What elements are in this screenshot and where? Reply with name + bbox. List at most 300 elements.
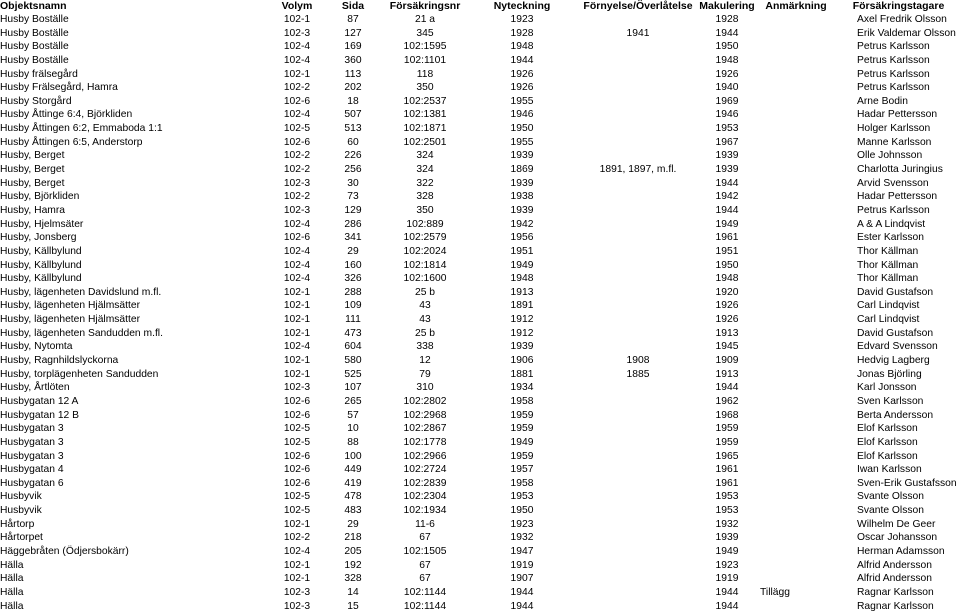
cell-forsakringsnr: 11-6 [415,518,435,530]
cell-sida: 256 [344,164,362,176]
cell-nyteckning: 1959 [510,409,534,421]
cell-forsakringsnr: 345 [416,27,434,39]
cell-fornyelse: 1885 [626,368,650,380]
cell-volym: 102-1 [283,327,311,339]
cell-forsakringsnr: 324 [416,164,434,176]
cell-volym: 102-5 [283,491,311,503]
table-row [0,231,959,245]
header-row [0,0,959,13]
cell-volym: 102-1 [283,300,311,312]
cell-volym: 102-4 [283,245,311,257]
cell-makulering: 1913 [715,327,739,339]
table-row [0,218,959,232]
cell-forsakringstagare: Oscar Johansson [857,532,938,544]
cell-nyteckning: 1919 [510,559,534,571]
cell-objektsnamn: Husby Boställe [0,14,69,25]
cell-makulering: 1961 [715,477,739,489]
cell-sida: 449 [344,464,362,476]
cell-nyteckning: 1944 [510,54,534,66]
table-row [0,572,959,586]
cell-makulering: 1928 [715,14,739,25]
cell-objektsnamn: Husbygatan 3 [0,423,64,435]
cell-sida: 129 [344,204,362,216]
table-row [0,436,959,450]
cell-nyteckning: 1939 [510,204,534,216]
cell-volym: 102-6 [283,232,311,244]
table-row [0,586,959,600]
cell-forsakringstagare: Manne Karlsson [857,136,932,148]
cell-objektsnamn: Hårtorp [0,518,35,530]
cell-volym: 102-2 [283,191,311,203]
cell-forsakringstagare: Erik Valdemar Olsson [857,27,956,39]
cell-sida: 478 [344,491,362,503]
table-row [0,68,959,82]
table-row [0,395,959,409]
cell-forsakringstagare: David Gustafson [857,327,934,339]
cell-sida: 29 [347,518,359,530]
cell-forsakringsnr: 12 [419,355,431,367]
cell-makulering: 1961 [715,464,739,476]
header-objektsnamn: Objektsnamn [0,0,67,12]
table-row [0,40,959,54]
cell-forsakringsnr: 102:2501 [403,136,447,148]
cell-makulering: 1944 [715,600,739,612]
cell-volym: 102-2 [283,532,311,544]
cell-forsakringstagare: Iwan Karlsson [857,464,922,476]
cell-sida: 604 [344,341,362,353]
cell-sida: 111 [345,314,361,326]
cell-forsakringsnr: 67 [419,573,431,585]
table-row [0,504,959,518]
table-row [0,190,959,204]
cell-nyteckning: 1938 [510,191,534,203]
cell-objektsnamn: Husby, Berget [0,150,65,162]
cell-nyteckning: 1958 [510,477,534,489]
cell-volym: 102-4 [283,341,311,353]
table-row [0,313,959,327]
cell-forsakringstagare: Svante Olsson [857,505,924,517]
cell-forsakringsnr: 102:1778 [403,436,447,448]
cell-forsakringsnr: 350 [416,204,434,216]
cell-makulering: 1949 [715,545,739,557]
cell-sida: 18 [347,95,359,107]
cell-objektsnamn: Husbygatan 6 [0,477,64,489]
cell-objektsnamn: Husby Boställe [0,41,69,53]
cell-forsakringsnr: 102:1144 [403,600,447,612]
cell-objektsnamn: Husby Boställe [0,54,69,66]
cell-nyteckning: 1948 [510,273,534,285]
table-row [0,518,959,532]
table-row [0,422,959,436]
cell-forsakringsnr: 67 [419,559,431,571]
table-row [0,299,959,313]
cell-makulering: 1942 [715,191,739,203]
cell-objektsnamn: Husby Åttingen 6:5, Anderstorp [0,136,143,148]
cell-forsakringstagare: Thor Källman [857,245,919,257]
table-row [0,13,959,27]
cell-volym: 102-1 [283,368,311,380]
table-row [0,409,959,423]
cell-forsakringstagare: Carl Lindqvist [857,314,920,326]
cell-objektsnamn: Husby, Hjelmsäter [0,218,84,230]
cell-sida: 226 [344,150,362,162]
cell-nyteckning: 1906 [510,355,534,367]
header-makulering: Makulering [699,0,755,12]
cell-forsakringstagare: David Gustafson [857,286,934,298]
cell-volym: 102-3 [283,177,311,189]
cell-volym: 102-5 [283,423,311,435]
cell-forsakringsnr: 118 [416,68,434,80]
cell-nyteckning: 1944 [510,600,534,612]
cell-sida: 205 [344,545,362,557]
cell-sida: 507 [344,109,362,121]
cell-volym: 102-5 [283,123,311,135]
cell-forsakringsnr: 102:1814 [403,259,447,271]
cell-makulering: 1919 [715,573,739,585]
cell-volym: 102-2 [283,82,311,94]
table-row [0,177,959,191]
cell-volym: 102-2 [283,150,311,162]
cell-forsakringstagare: Karl Jonsson [857,382,917,394]
cell-forsakringsnr: 102:1505 [403,545,447,557]
cell-forsakringstagare: Petrus Karlsson [857,204,930,216]
cell-nyteckning: 1955 [510,95,534,107]
header-sida: Sida [341,0,365,12]
cell-makulering: 1913 [715,368,739,380]
cell-volym: 102-1 [283,573,311,585]
cell-forsakringstagare: Alfrid Andersson [857,559,932,571]
cell-nyteckning: 1912 [510,314,534,326]
cell-forsakringstagare: Svante Olsson [857,491,924,503]
cell-forsakringsnr: 102:1144 [403,586,447,598]
cell-objektsnamn: Husbygatan 12 B [0,409,79,421]
cell-forsakringsnr: 67 [419,532,431,544]
cell-forsakringsnr: 102:1600 [403,273,447,285]
cell-forsakringstagare: Ester Karlsson [857,232,924,244]
cell-nyteckning: 1959 [510,450,534,462]
cell-forsakringsnr: 102:2966 [403,450,447,462]
cell-volym: 102-4 [283,109,311,121]
cell-makulering: 1926 [715,300,739,312]
cell-forsakringstagare: Charlotta Juringius [857,164,943,176]
cell-nyteckning: 1957 [510,464,534,476]
cell-objektsnamn: Hälla [0,600,24,612]
cell-forsakringsnr: 338 [416,341,434,353]
table-row [0,245,959,259]
cell-forsakringsnr: 102:1101 [403,54,447,66]
table-body [0,13,959,613]
table-row [0,559,959,573]
cell-objektsnamn: Husby, Hamra [0,204,66,216]
cell-nyteckning: 1939 [510,177,534,189]
cell-objektsnamn: Husbyvik [0,491,42,503]
cell-sida: 100 [344,450,362,462]
cell-objektsnamn: Husby, Källbylund [0,273,82,285]
cell-forsakringsnr: 25 b [414,286,436,298]
cell-forsakringstagare: Berta Andersson [857,409,934,421]
cell-forsakringsnr: 102:1595 [403,41,447,53]
cell-forsakringsnr: 102:1381 [403,109,447,121]
cell-sida: 88 [347,436,359,448]
cell-makulering: 1961 [715,232,739,244]
cell-forsakringstagare: Elof Karlsson [857,450,918,462]
cell-makulering: 1969 [715,95,739,107]
cell-forsakringstagare: Carl Lindqvist [857,300,920,312]
cell-nyteckning: 1953 [510,491,534,503]
cell-volym: 102-4 [283,41,311,53]
cell-nyteckning: 1939 [510,150,534,162]
cell-objektsnamn: Husby, Berget [0,177,65,189]
cell-volym: 102-6 [283,450,311,462]
cell-volym: 102-1 [283,355,311,367]
cell-forsakringsnr: 102:2304 [403,491,447,503]
cell-makulering: 1948 [715,273,739,285]
table-row [0,136,959,150]
cell-volym: 102-4 [283,545,311,557]
cell-volym: 102-1 [283,286,311,298]
cell-forsakringstagare: Petrus Karlsson [857,82,930,94]
table-row [0,327,959,341]
table-row [0,354,959,368]
header-forsakringstagare: Försäkringstagare [852,0,945,12]
cell-volym: 102-1 [283,518,311,530]
cell-makulering: 1926 [715,68,739,80]
cell-forsakringstagare: Ragnar Karlsson [857,600,934,612]
cell-makulering: 1959 [715,423,739,435]
cell-makulering: 1945 [715,341,739,353]
cell-makulering: 1950 [715,41,739,53]
cell-objektsnamn: Husby, lägenheten Hjälmsätter [0,300,141,312]
cell-nyteckning: 1950 [510,123,534,135]
cell-sida: 525 [344,368,362,380]
cell-forsakringsnr: 102:1871 [403,123,447,135]
cell-makulering: 1944 [715,586,739,598]
cell-forsakringsnr: 21 a [414,14,436,25]
cell-volym: 102-1 [283,14,311,25]
cell-volym: 102-3 [283,204,311,216]
cell-forsakringstagare: Jonas Björling [857,368,922,380]
cell-forsakringstagare: Hadar Pettersson [857,191,938,203]
cell-objektsnamn: Husby Åttinge 6:4, Björkliden [0,109,133,121]
cell-objektsnamn: Husbygatan 4 [0,464,64,476]
cell-objektsnamn: Häggebråten (Ödjersbokärr) [0,545,129,557]
cell-sida: 341 [344,232,362,244]
cell-forsakringstagare: Axel Fredrik Olsson [857,14,947,25]
cell-makulering: 1953 [715,491,739,503]
header-forsakringsnr: Försäkringsnr [389,0,461,12]
cell-objektsnamn: Husby Frälsegård, Hamra [0,82,118,94]
cell-objektsnamn: Hälla [0,573,24,585]
cell-makulering: 1939 [715,164,739,176]
cell-volym: 102-5 [283,436,311,448]
cell-forsakringsnr: 102:2802 [403,395,447,407]
cell-nyteckning: 1956 [510,232,534,244]
cell-sida: 265 [344,395,362,407]
cell-nyteckning: 1869 [510,164,534,176]
cell-nyteckning: 1949 [510,259,534,271]
cell-sida: 473 [344,327,362,339]
cell-forsakringsnr: 102:2968 [403,409,447,421]
cell-nyteckning: 1932 [510,532,534,544]
cell-sida: 14 [347,586,359,598]
cell-makulering: 1948 [715,54,739,66]
cell-forsakringstagare: Arvid Svensson [857,177,929,189]
cell-makulering: 1939 [715,532,739,544]
cell-objektsnamn: Husby Åttingen 6:2, Emmaboda 1:1 [0,123,163,135]
cell-nyteckning: 1881 [510,368,534,380]
cell-objektsnamn: Husby, Årtlöten [0,382,70,394]
cell-sida: 483 [344,505,362,517]
cell-forsakringstagare: Hadar Pettersson [857,109,938,121]
cell-objektsnamn: Hälla [0,559,24,571]
table-row [0,545,959,559]
cell-sida: 513 [344,123,362,135]
cell-objektsnamn: Hälla [0,586,24,598]
cell-sida: 87 [347,14,359,25]
table-row [0,340,959,354]
cell-forsakringsnr: 328 [416,191,434,203]
cell-makulering: 1959 [715,436,739,448]
cell-forsakringstagare: Thor Källman [857,259,919,271]
cell-makulering: 1909 [715,355,739,367]
cell-sida: 192 [344,559,362,571]
cell-nyteckning: 1955 [510,136,534,148]
cell-forsakringsnr: 102:2724 [403,464,447,476]
cell-forsakringstagare: Elof Karlsson [857,436,918,448]
cell-forsakringsnr: 350 [416,82,434,94]
cell-forsakringstagare: Petrus Karlsson [857,68,930,80]
cell-volym: 102-1 [283,68,311,80]
cell-objektsnamn: Husby, Björkliden [0,191,80,203]
cell-objektsnamn: Husby, Nytomta [0,341,73,353]
cell-makulering: 1949 [715,218,739,230]
cell-fornyelse: 1891, 1897, m.fl. [599,164,677,176]
cell-volym: 102-6 [283,409,311,421]
header-anmarkning: Anmärkning [765,0,827,12]
cell-sida: 107 [344,382,362,394]
cell-forsakringsnr: 102:2867 [403,423,447,435]
cell-makulering: 1944 [715,177,739,189]
cell-objektsnamn: Husby, torplägenheten Sandudden [0,368,159,380]
cell-nyteckning: 1891 [510,300,534,312]
cell-objektsnamn: Husbyvik [0,505,42,517]
cell-objektsnamn: Husbygatan 12 A [0,395,79,407]
cell-nyteckning: 1958 [510,395,534,407]
cell-sida: 109 [344,300,362,312]
cell-forsakringsnr: 102:2579 [403,232,447,244]
cell-objektsnamn: Husbygatan 3 [0,436,64,448]
cell-sida: 580 [344,355,362,367]
cell-volym: 102-6 [283,136,311,148]
cell-makulering: 1962 [715,395,739,407]
table-row [0,450,959,464]
table-row [0,108,959,122]
cell-volym: 102-6 [283,95,311,107]
cell-sida: 29 [347,245,359,257]
cell-forsakringstagare: Thor Källman [857,273,919,285]
cell-nyteckning: 1951 [510,245,534,257]
cell-forsakringsnr: 43 [419,300,431,312]
cell-nyteckning: 1948 [510,41,534,53]
cell-volym: 102-1 [283,314,311,326]
cell-forsakringstagare: A & A Lindqvist [857,218,926,230]
cell-sida: 169 [344,41,362,53]
cell-forsakringsnr: 79 [419,368,431,380]
cell-volym: 102-4 [283,218,311,230]
table-row [0,368,959,382]
cell-forsakringstagare: Wilhelm De Geer [857,518,936,530]
cell-sida: 10 [347,423,359,435]
cell-makulering: 1926 [715,314,739,326]
cell-nyteckning: 1949 [510,436,534,448]
table-row [0,381,959,395]
cell-objektsnamn: Husby, Ragnhildslyckorna [0,355,119,367]
cell-nyteckning: 1942 [510,218,534,230]
cell-sida: 328 [344,573,362,585]
cell-volym: 102-4 [283,259,311,271]
table-row [0,286,959,300]
cell-nyteckning: 1944 [510,586,534,598]
cell-forsakringstagare: Edvard Svensson [857,341,938,353]
cell-objektsnamn: Husby, Jonsberg [0,232,77,244]
cell-forsakringsnr: 322 [416,177,434,189]
cell-makulering: 1946 [715,109,739,121]
cell-objektsnamn: Husby, Källbylund [0,259,82,271]
cell-nyteckning: 1912 [510,327,534,339]
cell-forsakringstagare: Alfrid Andersson [857,573,932,585]
cell-nyteckning: 1926 [510,68,534,80]
header-fornyelse: Förnyelse/Överlåtelse [583,0,693,12]
header-volym: Volym [281,0,313,12]
table-row [0,95,959,109]
cell-forsakringstagare: Petrus Karlsson [857,54,930,66]
table-row [0,531,959,545]
table-row [0,163,959,177]
cell-makulering: 1940 [715,82,739,94]
cell-forsakringstagare: Arne Bodin [857,95,908,107]
table-row [0,54,959,68]
cell-forsakringstagare: Hedvig Lagberg [857,355,930,367]
cell-forsakringsnr: 102:1934 [403,505,447,517]
cell-makulering: 1923 [715,559,739,571]
cell-volym: 102-6 [283,464,311,476]
cell-sida: 286 [344,218,362,230]
cell-nyteckning: 1913 [510,286,534,298]
cell-forsakringsnr: 102:2839 [403,477,447,489]
table-row [0,259,959,273]
table-row [0,600,959,613]
cell-objektsnamn: Husby, lägenheten Davidslund m.fl. [0,286,162,298]
cell-nyteckning: 1934 [510,382,534,394]
table-row [0,122,959,136]
cell-forsakringsnr: 102:889 [406,218,444,230]
cell-volym: 102-6 [283,477,311,489]
table-row [0,27,959,41]
cell-forsakringsnr: 43 [419,314,431,326]
table-row [0,272,959,286]
cell-objektsnamn: Husby frälsegård [0,68,78,80]
cell-nyteckning: 1926 [510,82,534,94]
cell-nyteckning: 1928 [510,27,534,39]
cell-sida: 419 [344,477,362,489]
cell-nyteckning: 1939 [510,341,534,353]
cell-makulering: 1953 [715,123,739,135]
cell-forsakringsnr: 102:2537 [403,95,447,107]
cell-nyteckning: 1959 [510,423,534,435]
cell-volym: 102-4 [283,273,311,285]
cell-sida: 73 [347,191,359,203]
cell-objektsnamn: Husby, Källbylund [0,245,82,257]
